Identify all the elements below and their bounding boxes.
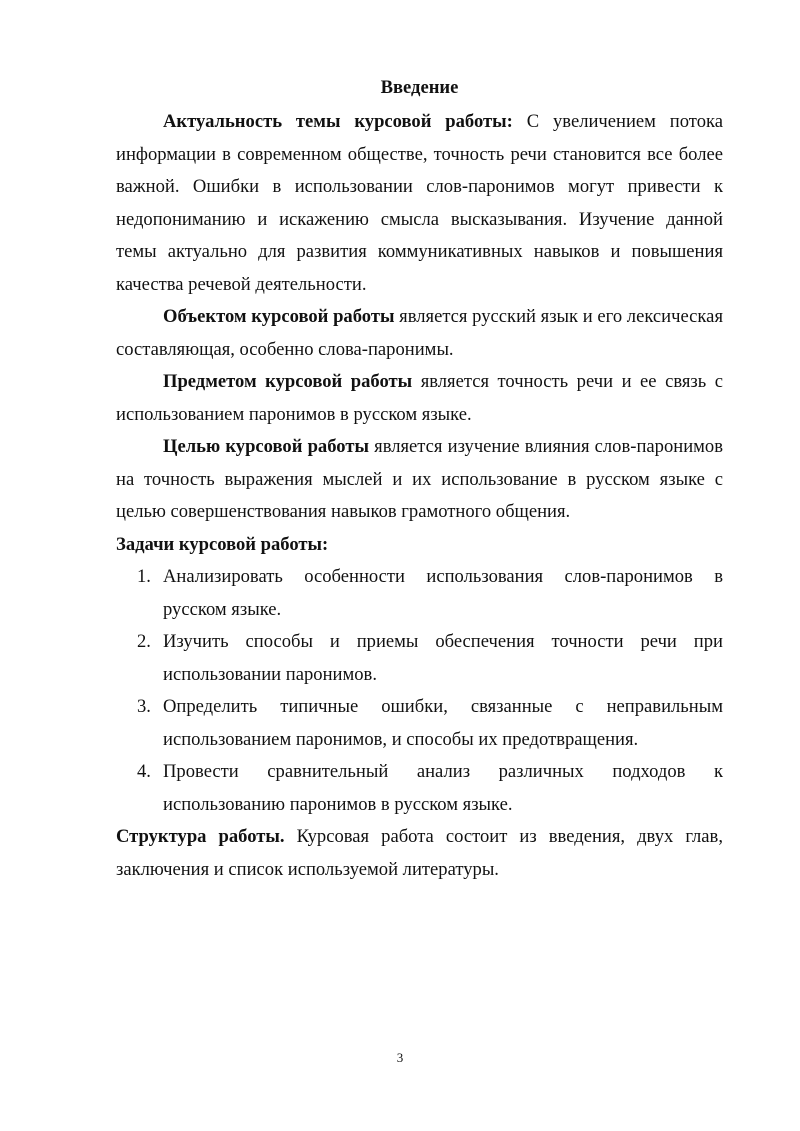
relevance-label: Актуальность темы курсовой работы:: [163, 111, 513, 132]
section-title: Введение: [380, 77, 459, 98]
task-text: Определить типичные ошибки, связанные с неправильным использованием паронимов, и способы их предотвращения.: [163, 696, 723, 750]
goal-text: является изучение влияния слов-паронимов на точность выражения мыслей и их использование в русском языке с целью совершенствования навыков грамотного общения.: [116, 436, 723, 522]
object-text: является русский язык и его лексическая составляющая, особенно слова-паронимы.: [116, 306, 723, 360]
task-item: [116, 691, 723, 756]
object-paragraph: [116, 301, 723, 366]
task-item: [116, 561, 723, 626]
subject-text: является точность речи и ее связь с использованием паронимов в русском языке.: [116, 371, 724, 425]
task-item: [116, 626, 723, 691]
task-text: Провести сравнительный анализ различных подходов к использованию паронимов в русском языке.: [163, 761, 723, 815]
task-number: 2.: [137, 631, 151, 652]
page-number: 3: [396, 1050, 404, 1065]
tasks-list: [116, 561, 723, 821]
task-text: Изучить способы и приемы обеспечения точности речи при использовании паронимов.: [163, 631, 723, 685]
structure-paragraph: [116, 821, 723, 886]
object-label: Объектом курсовой работы: [163, 306, 395, 327]
task-number: 3.: [137, 696, 151, 717]
goal-label: Целью курсовой работы: [163, 436, 369, 457]
tasks-heading: Задачи курсовой работы:: [116, 533, 329, 555]
relevance-paragraph: [116, 106, 723, 301]
task-item: [116, 756, 723, 821]
structure-label: Структура работы.: [116, 826, 285, 847]
structure-text: Курсовая работа состоит из введения, двух глав, заключения и список используемой литературы.: [116, 826, 723, 880]
task-number: 1.: [137, 566, 151, 587]
goal-paragraph: [116, 431, 723, 529]
page-content: [116, 74, 723, 886]
task-text: Анализировать особенности использования слов-паронимов в русском языке.: [163, 566, 723, 620]
task-number: 4.: [137, 761, 151, 782]
relevance-text: С увеличением потока информации в современном обществе, точность речи становится все более важной. Ошибки в использовании слов-паронимов могут привести к недопониманию и искажению смысла высказывания. Изучение данной темы актуально для развития коммуникативных навыков и повышения качества речевой деятельности.: [116, 111, 723, 295]
subject-paragraph: [116, 366, 723, 431]
subject-label: Предметом курсовой работы: [163, 371, 413, 392]
